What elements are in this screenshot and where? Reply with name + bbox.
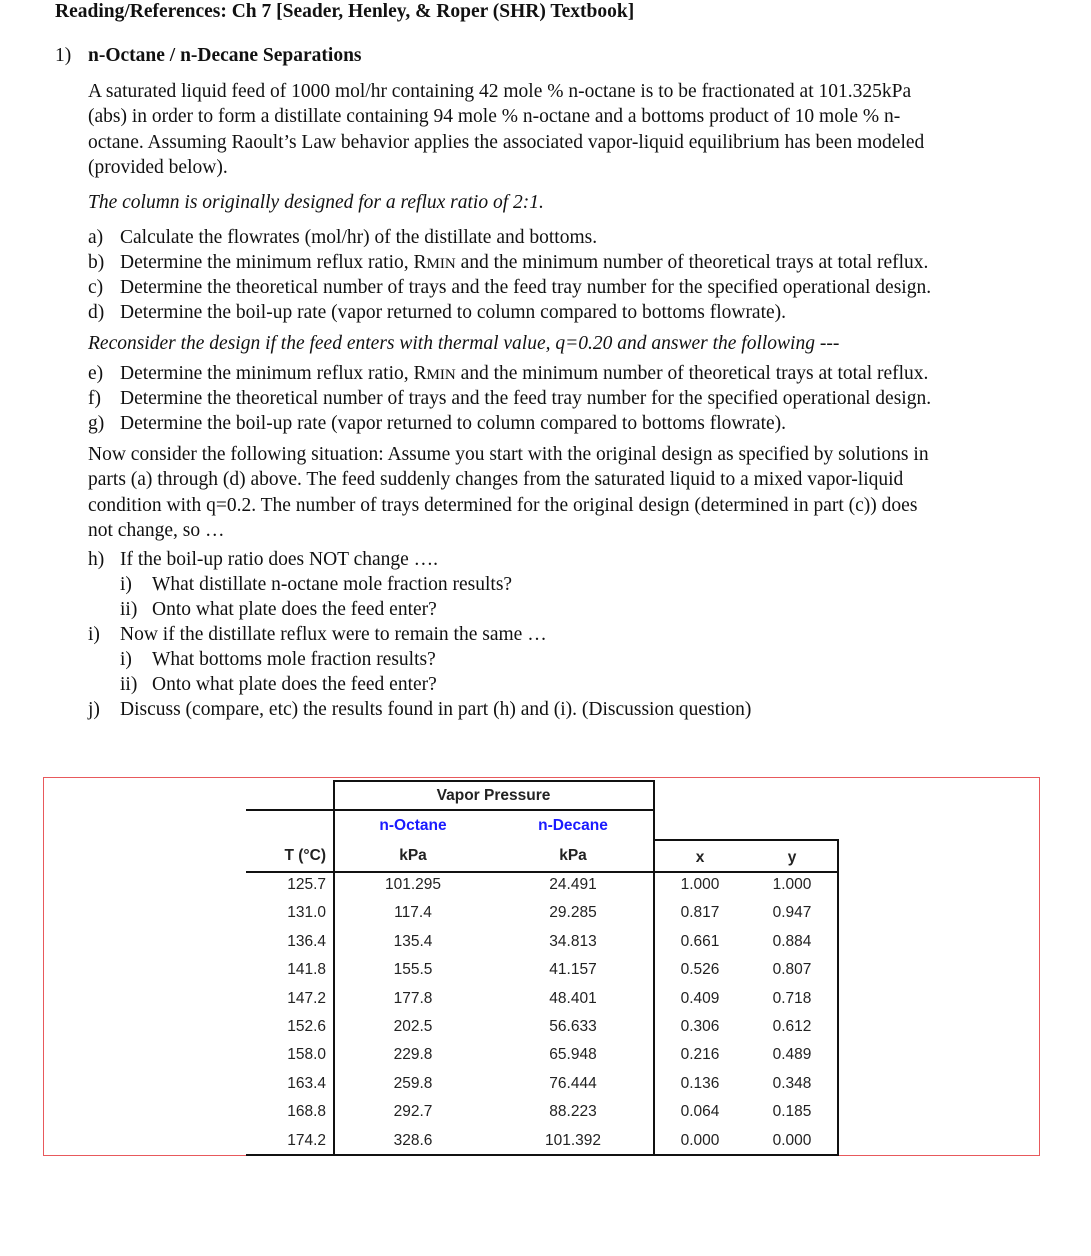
text: Determine the minimum reflux ratio, R: [120, 363, 427, 384]
x-cell: 0.216: [680, 1046, 720, 1064]
vapor-pressure-header: Vapor Pressure: [436, 787, 551, 804]
octane-pressure-cell: 259.8: [393, 1074, 433, 1092]
part-label: i): [88, 624, 100, 645]
temperature-cell: 141.8: [287, 961, 326, 979]
part-label: d): [88, 302, 105, 323]
x-cell: 0.064: [680, 1103, 720, 1121]
octane-pressure-cell: 328.6: [393, 1131, 433, 1149]
part-h-text: If the boil-up ratio does NOT change ….: [120, 549, 439, 570]
part-a-text: Calculate the flowrates (mol/hr) of the distillate and bottoms.: [120, 227, 598, 248]
decane-pressure-cell: 41.157: [549, 961, 597, 979]
octane-pressure-cell: 101.295: [384, 876, 442, 893]
x-cell: 0.306: [680, 1018, 720, 1035]
x-cell: 0.661: [680, 932, 720, 950]
intro-line: (provided below).: [88, 156, 228, 178]
table-border: [246, 809, 654, 811]
subpart-label: i): [120, 649, 132, 670]
x-cell: 1.000: [680, 876, 720, 893]
octane-unit-header: kPa: [399, 847, 427, 864]
x-header: x: [695, 849, 705, 866]
part-label: a): [88, 227, 104, 248]
part-label: h): [88, 549, 105, 570]
table-border: [246, 871, 839, 873]
y-header: y: [787, 849, 797, 866]
table-border: [246, 1154, 839, 1156]
situation-paragraph: [88, 442, 1048, 543]
table-border: [653, 839, 839, 841]
y-cell: 0.489: [772, 1046, 812, 1064]
n-octane-header: n-Octane: [379, 817, 447, 834]
subpart-label: i): [120, 574, 132, 595]
y-cell: 0.884: [772, 932, 812, 950]
question-number: 1): [55, 45, 72, 66]
subpart-label: ii): [120, 599, 138, 620]
intro-line: (abs) in order to form a distillate containing 94 mole % n-octane and a bottoms product of 10 mole % n-: [88, 106, 901, 128]
decane-pressure-cell: 34.813: [549, 932, 597, 950]
table-border: [333, 780, 654, 782]
temperature-cell: 168.8: [287, 1103, 326, 1121]
situation-line: not change, so …: [88, 519, 225, 541]
n-decane-header: n-Decane: [538, 817, 608, 834]
decane-pressure-cell: 56.633: [549, 1018, 597, 1035]
temperature-cell: 163.4: [287, 1074, 326, 1092]
y-cell: 0.612: [772, 1018, 812, 1035]
situation-line: Now consider the following situation: Assume you start with the original design as specified by solutions in: [88, 444, 929, 465]
part-i-text: Now if the distillate reflux were to remain the same …: [120, 624, 547, 645]
decane-pressure-cell: 24.491: [549, 876, 597, 893]
decane-pressure-cell: 101.392: [544, 1131, 602, 1149]
y-cell: 0.718: [772, 989, 812, 1007]
part-label: e): [88, 363, 104, 384]
octane-pressure-cell: 292.7: [393, 1103, 433, 1121]
design-note: The column is originally designed for a reflux ratio of 2:1.: [88, 192, 544, 213]
intro-paragraph: [88, 79, 1048, 180]
part-label: b): [88, 252, 105, 273]
octane-pressure-cell: 177.8: [393, 989, 433, 1007]
part-label: c): [88, 277, 104, 298]
intro-line: octane. Assuming Raoult’s Law behavior applies the associated vapor-liquid equilibrium has been modeled: [88, 131, 925, 153]
temperature-header: T (°C): [284, 847, 326, 864]
decane-unit-header: kPa: [559, 847, 587, 864]
decane-pressure-cell: 88.223: [549, 1103, 597, 1121]
temperature-cell: 125.7: [287, 876, 326, 893]
x-cell: 0.000: [680, 1131, 720, 1149]
part-h-i-text: What distillate n-octane mole fraction results?: [152, 574, 513, 595]
temperature-cell: 158.0: [287, 1046, 326, 1064]
x-cell: 0.409: [680, 989, 720, 1007]
y-cell: 0.000: [772, 1131, 812, 1149]
octane-pressure-cell: 202.5: [393, 1018, 433, 1035]
y-cell: 0.185: [772, 1103, 812, 1121]
text: and the minimum number of theoretical trays at total reflux.: [455, 363, 929, 384]
x-cell: 0.136: [680, 1074, 720, 1092]
part-label: f): [88, 388, 101, 409]
rmin-subscript: MIN: [426, 256, 456, 272]
part-h-ii-text: Onto what plate does the feed enter?: [152, 599, 437, 620]
temperature-cell: 131.0: [287, 904, 326, 922]
situation-line: parts (a) through (d) above. The feed suddenly changes from the saturated liquid to a mixed vapor-liquid: [88, 469, 904, 491]
subpart-label: ii): [120, 674, 138, 695]
temperature-cell: 152.6: [287, 1018, 326, 1035]
decane-pressure-cell: 76.444: [549, 1074, 597, 1092]
temperature-cell: 147.2: [287, 989, 326, 1007]
part-j-text: Discuss (compare, etc) the results found in part (h) and (i). (Discussion question): [120, 699, 752, 720]
octane-pressure-cell: 229.8: [393, 1046, 433, 1064]
y-cell: 0.348: [772, 1074, 812, 1092]
y-cell: 0.807: [772, 961, 812, 979]
part-label: j): [88, 699, 100, 720]
part-i-i-text: What bottoms mole fraction results?: [152, 649, 436, 670]
text: and the minimum number of theoretical trays at total reflux.: [455, 252, 929, 273]
reconsider-note: Reconsider the design if the feed enters with thermal value, q=0.20 and answer the following ---: [88, 333, 840, 354]
part-c-text: Determine the theoretical number of trays and the feed tray number for the specified operational design.: [120, 277, 932, 298]
temperature-cell: 174.2: [287, 1131, 326, 1149]
temperature-cell: 136.4: [287, 932, 326, 950]
part-label: g): [88, 413, 105, 434]
intro-line: A saturated liquid feed of 1000 mol/hr containing 42 mole % n-octane is to be fractionated at 101.325kPa: [88, 81, 912, 102]
text: Determine the minimum reflux ratio, R: [120, 252, 427, 273]
part-e-text: [120, 362, 928, 388]
octane-pressure-cell: 135.4: [393, 932, 433, 950]
x-cell: 0.526: [680, 961, 720, 979]
part-f-text: Determine the theoretical number of trays and the feed tray number for the specified operational design.: [120, 388, 932, 409]
decane-pressure-cell: 65.948: [549, 1046, 597, 1064]
y-cell: 0.947: [772, 904, 812, 922]
decane-pressure-cell: 48.401: [549, 989, 597, 1007]
part-b-text: [120, 251, 928, 277]
octane-pressure-cell: 117.4: [394, 904, 432, 922]
x-cell: 0.817: [680, 904, 720, 922]
question-heading: n-Octane / n-Decane Separations: [88, 45, 362, 66]
part-d-text: Determine the boil-up rate (vapor returned to column compared to bottoms flowrate).: [120, 302, 787, 323]
rmin-subscript: MIN: [426, 367, 456, 383]
situation-line: condition with q=0.2. The number of trays determined for the original design (determined in part (c)) does: [88, 494, 918, 516]
part-g-text: Determine the boil-up rate (vapor returned to column compared to bottoms flowrate).: [120, 413, 787, 434]
decane-pressure-cell: 29.285: [549, 904, 597, 922]
document-title: Reading/References: Ch 7 [Seader, Henley, & Roper (SHR) Textbook]: [55, 1, 635, 22]
part-i-ii-text: Onto what plate does the feed enter?: [152, 674, 437, 695]
y-cell: 1.000: [772, 876, 812, 893]
octane-pressure-cell: 155.5: [393, 961, 433, 979]
